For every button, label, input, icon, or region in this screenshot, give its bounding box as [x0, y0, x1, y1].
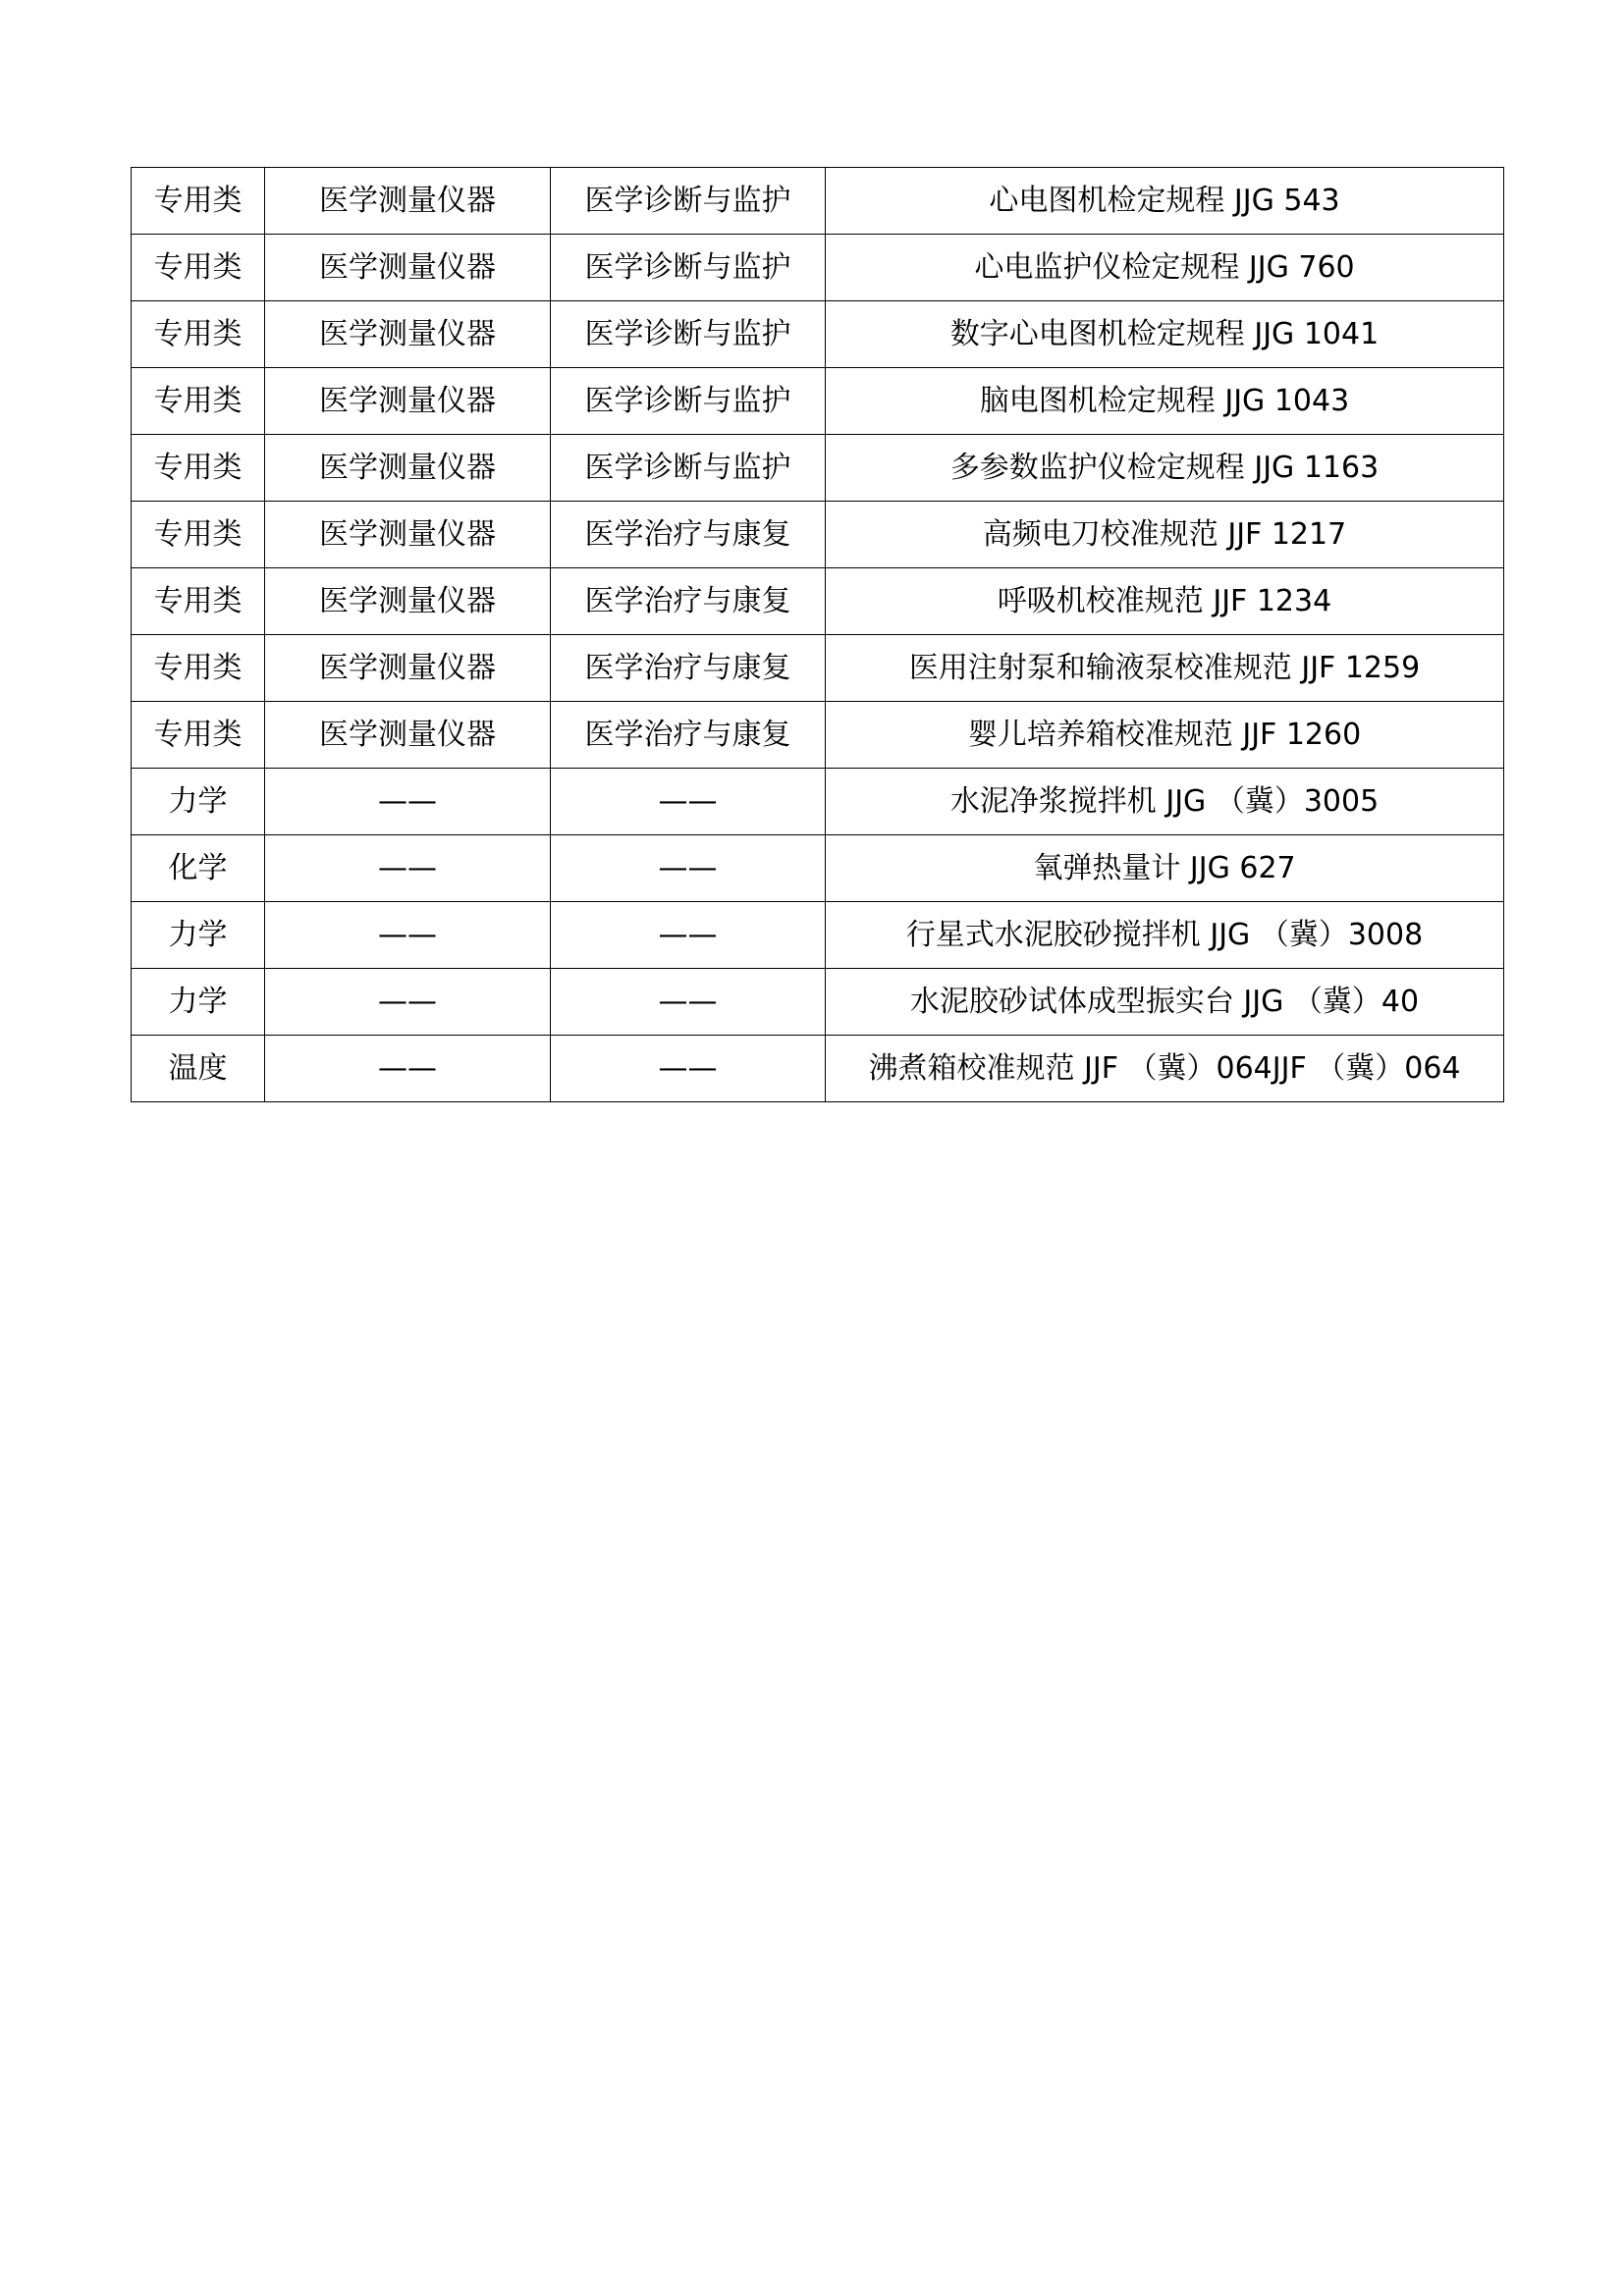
subcategory-cell: ——	[551, 969, 826, 1036]
subcategory-cell: 医学治疗与康复	[551, 502, 826, 568]
standard-cell: 婴儿培养箱校准规范 JJF 1260	[826, 702, 1504, 769]
subcategory-cell: ——	[551, 902, 826, 969]
table-row	[132, 301, 1504, 368]
table-row	[132, 902, 1504, 969]
instrument-type-cell: 医学测量仪器	[265, 368, 551, 435]
table-row	[132, 568, 1504, 635]
subcategory-cell: 医学诊断与监护	[551, 235, 826, 301]
standard-cell: 数字心电图机检定规程 JJG 1041	[826, 301, 1504, 368]
category-cell: 力学	[132, 902, 265, 969]
table-row	[132, 168, 1504, 235]
instrument-type-cell: 医学测量仪器	[265, 502, 551, 568]
instrument-type-cell: ——	[265, 1036, 551, 1102]
standard-cell: 心电图机检定规程 JJG 543	[826, 168, 1504, 235]
standard-cell: 高频电刀校准规范 JJF 1217	[826, 502, 1504, 568]
standard-cell: 沸煮箱校准规范 JJF （冀）064JJF （冀）064	[826, 1036, 1504, 1102]
category-cell: 专用类	[132, 368, 265, 435]
subcategory-cell: 医学诊断与监护	[551, 168, 826, 235]
instrument-type-cell: 医学测量仪器	[265, 435, 551, 502]
standard-cell: 脑电图机检定规程 JJG 1043	[826, 368, 1504, 435]
table-row	[132, 635, 1504, 702]
instrument-type-cell: 医学测量仪器	[265, 168, 551, 235]
instrument-type-cell: ——	[265, 769, 551, 835]
subcategory-cell: 医学诊断与监护	[551, 435, 826, 502]
calibration-standards-table	[131, 167, 1504, 1102]
table-row	[132, 368, 1504, 435]
standard-cell: 水泥胶砂试体成型振实台 JJG （冀）40	[826, 969, 1504, 1036]
category-cell: 专用类	[132, 168, 265, 235]
subcategory-cell: 医学治疗与康复	[551, 568, 826, 635]
subcategory-cell: 医学诊断与监护	[551, 368, 826, 435]
table-row	[132, 969, 1504, 1036]
table-row	[132, 769, 1504, 835]
standard-cell: 医用注射泵和输液泵校准规范 JJF 1259	[826, 635, 1504, 702]
instrument-type-cell: ——	[265, 902, 551, 969]
standard-cell: 多参数监护仪检定规程 JJG 1163	[826, 435, 1504, 502]
standard-cell: 水泥净浆搅拌机 JJG （冀）3005	[826, 769, 1504, 835]
category-cell: 专用类	[132, 435, 265, 502]
category-cell: 专用类	[132, 235, 265, 301]
table-row	[132, 235, 1504, 301]
subcategory-cell: 医学治疗与康复	[551, 635, 826, 702]
category-cell: 专用类	[132, 702, 265, 769]
instrument-type-cell: 医学测量仪器	[265, 235, 551, 301]
instrument-type-cell: ——	[265, 835, 551, 902]
table-row	[132, 1036, 1504, 1102]
standard-cell: 行星式水泥胶砂搅拌机 JJG （冀）3008	[826, 902, 1504, 969]
table-row	[132, 702, 1504, 769]
category-cell: 专用类	[132, 502, 265, 568]
subcategory-cell: 医学治疗与康复	[551, 702, 826, 769]
instrument-type-cell: 医学测量仪器	[265, 301, 551, 368]
category-cell: 化学	[132, 835, 265, 902]
table-row	[132, 435, 1504, 502]
category-cell: 力学	[132, 969, 265, 1036]
category-cell: 专用类	[132, 635, 265, 702]
subcategory-cell: ——	[551, 1036, 826, 1102]
standard-cell: 呼吸机校准规范 JJF 1234	[826, 568, 1504, 635]
category-cell: 温度	[132, 1036, 265, 1102]
instrument-type-cell: ——	[265, 969, 551, 1036]
subcategory-cell: 医学诊断与监护	[551, 301, 826, 368]
subcategory-cell: ——	[551, 835, 826, 902]
standard-cell: 心电监护仪检定规程 JJG 760	[826, 235, 1504, 301]
instrument-type-cell: 医学测量仪器	[265, 568, 551, 635]
standard-cell: 氧弹热量计 JJG 627	[826, 835, 1504, 902]
category-cell: 专用类	[132, 301, 265, 368]
table-row	[132, 502, 1504, 568]
table-row	[132, 835, 1504, 902]
category-cell: 力学	[132, 769, 265, 835]
instrument-type-cell: 医学测量仪器	[265, 702, 551, 769]
instrument-type-cell: 医学测量仪器	[265, 635, 551, 702]
category-cell: 专用类	[132, 568, 265, 635]
subcategory-cell: ——	[551, 769, 826, 835]
